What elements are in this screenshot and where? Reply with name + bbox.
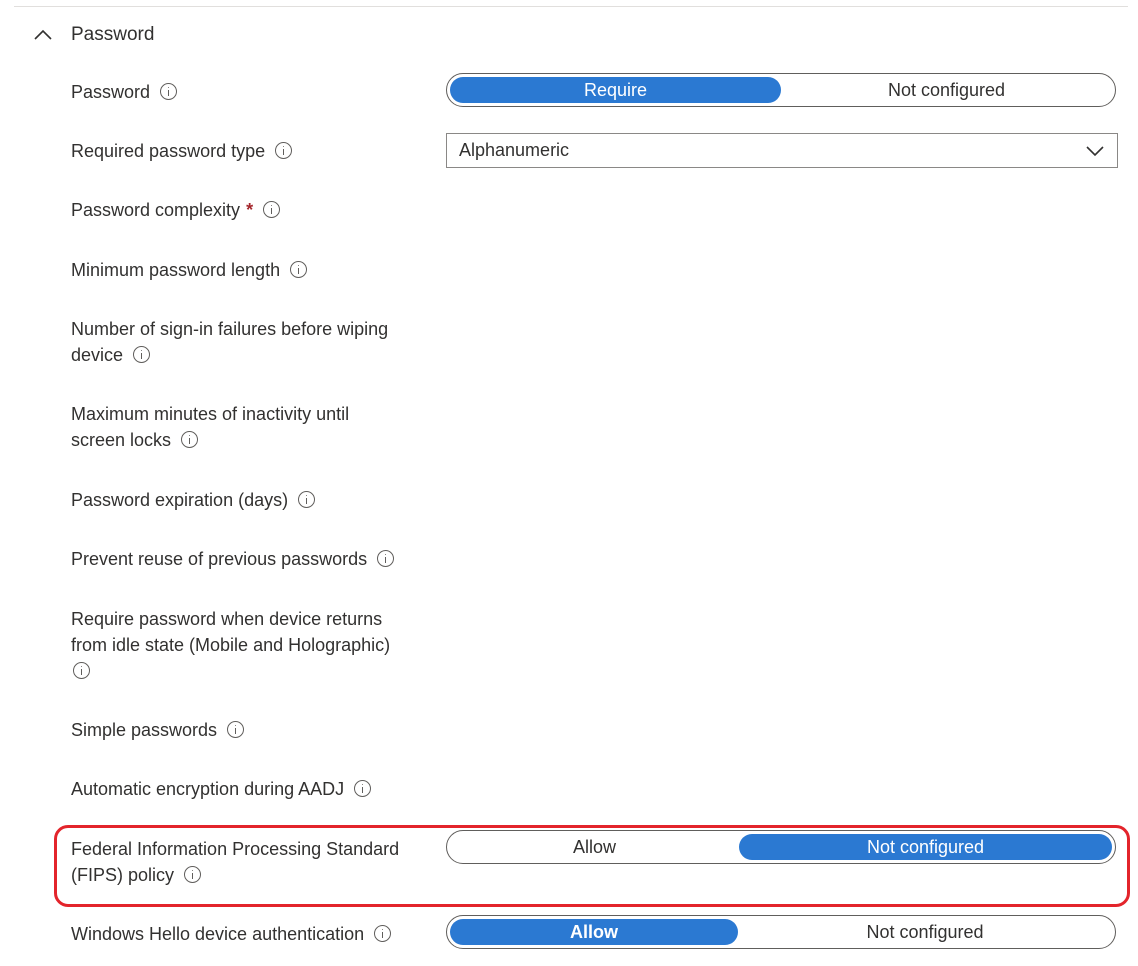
minimum-password-length-label-text: Minimum password length: [71, 260, 281, 280]
require-password-idle-label-line2: from idle state (Mobile and Holographic): [71, 635, 391, 655]
password-not-configured-option[interactable]: Not configured: [887, 79, 1006, 100]
fips-allow-option[interactable]: Allow: [572, 836, 616, 857]
required-asterisk: *: [246, 200, 254, 220]
sign-in-failures-label-line1: Number of sign-in failures before wiping: [71, 319, 389, 339]
password-expiration-label-text: Password expiration (days): [71, 490, 289, 510]
automatic-encryption-label-text: Automatic encryption during AADJ: [71, 779, 345, 799]
windows-hello-allow-option[interactable]: Allow: [450, 919, 738, 945]
fips-policy-toggle[interactable]: [446, 830, 1116, 864]
password-require-option[interactable]: Require: [450, 77, 781, 103]
windows-hello-label-text: Windows Hello device authentication: [71, 924, 365, 944]
password-section-header[interactable]: [32, 22, 154, 48]
windows-hello-toggle[interactable]: [446, 915, 1116, 949]
max-inactivity-label-line2: screen locks: [71, 430, 172, 450]
info-icon[interactable]: [354, 780, 371, 797]
info-icon[interactable]: [181, 431, 198, 448]
fips-policy-label: [71, 836, 436, 888]
minimum-password-length-label: [71, 257, 436, 283]
info-icon[interactable]: [298, 491, 315, 508]
fips-not-configured-option[interactable]: Not configured: [739, 834, 1112, 860]
info-icon[interactable]: [73, 662, 90, 679]
automatic-encryption-label: [71, 776, 436, 802]
password-complexity-label: [71, 197, 436, 223]
required-password-type-label-text: Required password type: [71, 141, 266, 161]
require-password-idle-label: [71, 606, 436, 684]
require-password-idle-label-line1: Require password when device returns: [71, 609, 383, 629]
simple-passwords-label-text: Simple passwords: [71, 720, 218, 740]
password-label: [71, 79, 436, 105]
fips-policy-label-line1: Federal Information Processing Standard: [71, 839, 400, 859]
prevent-reuse-label-text: Prevent reuse of previous passwords: [71, 549, 368, 569]
prevent-reuse-label: [71, 546, 436, 572]
max-inactivity-label: [71, 401, 436, 453]
info-icon[interactable]: [275, 142, 292, 159]
sign-in-failures-label: [71, 316, 436, 368]
info-icon[interactable]: [374, 925, 391, 942]
info-icon[interactable]: [263, 201, 280, 218]
max-inactivity-label-line1: Maximum minutes of inactivity until: [71, 404, 350, 424]
info-icon[interactable]: [133, 346, 150, 363]
password-toggle[interactable]: [446, 73, 1116, 107]
required-password-type-dropdown[interactable]: [446, 133, 1118, 168]
fips-policy-label-line2: (FIPS) policy: [71, 865, 175, 885]
top-divider: [14, 6, 1128, 7]
dropdown-selected-value: Alphanumeric: [459, 140, 570, 160]
chevron-up-icon: [32, 24, 54, 46]
required-password-type-label: [71, 138, 436, 164]
password-expiration-label: [71, 487, 436, 513]
section-title: Password: [71, 24, 155, 45]
windows-hello-not-configured-option[interactable]: Not configured: [866, 921, 984, 942]
windows-hello-label: [71, 921, 436, 947]
info-icon[interactable]: [377, 550, 394, 567]
simple-passwords-label: [71, 717, 436, 743]
info-icon[interactable]: [227, 721, 244, 738]
password-complexity-label-text: Password complexity: [71, 200, 241, 220]
chevron-down-icon: [1085, 142, 1105, 160]
info-icon[interactable]: [184, 866, 201, 883]
info-icon[interactable]: [290, 261, 307, 278]
info-icon[interactable]: [160, 83, 177, 100]
password-label-text: Password: [71, 82, 151, 102]
sign-in-failures-label-line2: device: [71, 345, 124, 365]
